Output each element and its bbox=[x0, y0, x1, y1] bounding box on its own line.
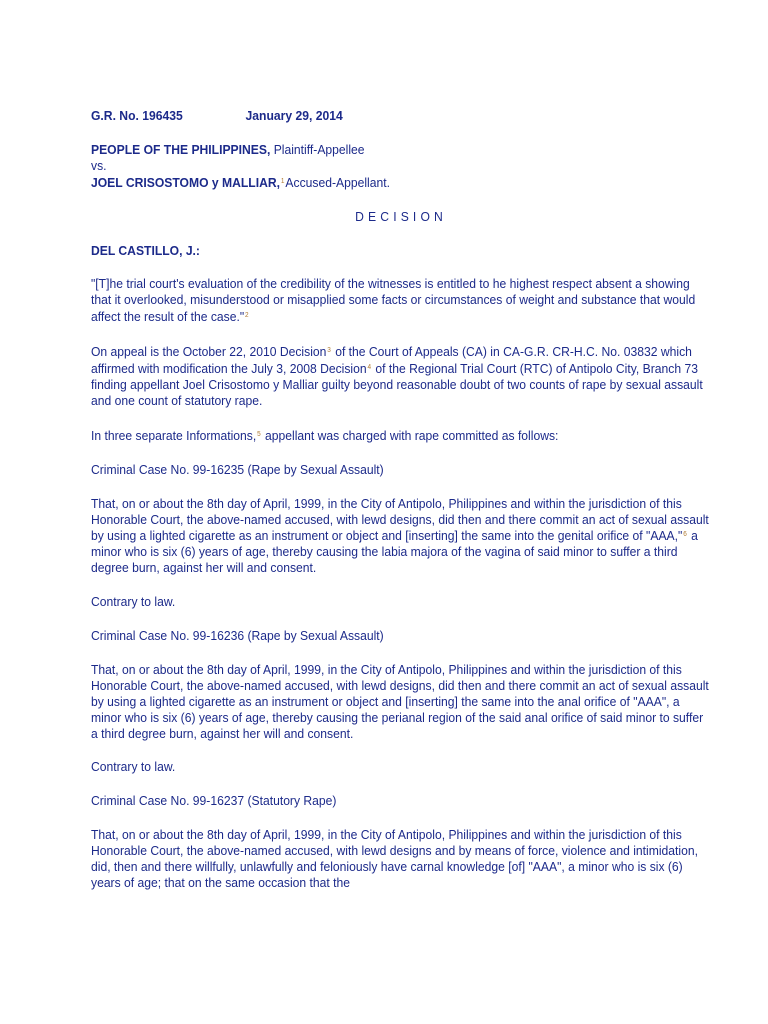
versus: vs. bbox=[91, 157, 107, 173]
case-header bbox=[91, 108, 711, 124]
case2-title: Criminal Case No. 99-16236 (Rape by Sexual Assault) bbox=[91, 628, 384, 644]
decision-document bbox=[91, 108, 711, 909]
footnote-ref[interactable]: 4 bbox=[367, 364, 372, 372]
footnote-ref[interactable]: 6 bbox=[683, 531, 687, 539]
appeal-paragraph bbox=[91, 343, 711, 409]
informations-text: appellant was charged with rape committed as follows: bbox=[261, 427, 559, 443]
ponente: DEL CASTILLO, J.: bbox=[91, 242, 200, 258]
accused-role: Accused-Appellant. bbox=[285, 174, 390, 190]
appeal-text: of the Court of Appeals (CA) in CA-G.R. CR-H.C. No. 03832 which affirmed with modification the July 3, 2008 Decision bbox=[91, 344, 692, 377]
quote-text: "[T]he trial court's evaluation of the credibility of the witnesses is entitled to he highest respect absent a showing that it overlooked, misunderstood or misapplied some facts or circumstances of weight and substance that would affect the result of the case." bbox=[91, 276, 696, 325]
informations-paragraph bbox=[91, 427, 711, 444]
appeal-text: of the Regional Trial Court (RTC) of Antipolo City, Branch 73 finding appellant Joel Crisostomo y Malliar guilty beyond reasonable doubt of two counts of rape by sexual assault and one count of statutory rape. bbox=[91, 361, 703, 408]
appeal-text: On appeal is the October 22, 2010 Decision bbox=[91, 344, 327, 360]
footnote-ref[interactable]: 2 bbox=[245, 312, 249, 320]
case1-text bbox=[91, 496, 711, 577]
decision-title: DECISION bbox=[355, 208, 447, 224]
case3-text: That, on or about the 8th day of April, 1999, in the City of Antipolo, Philippines and within the jurisdiction of this Honorable Court, the above-named accused, with lewd designs and by means of force, violence and intimidation, did, then and there willfully, unlawfully and feloniously have carnal knowledge [of] "AAA", a minor who is six (6) years of age; that on the same occasion that the bbox=[91, 827, 698, 890]
plaintiff-role: Plaintiff-Appellee bbox=[273, 141, 365, 157]
contrary-to-law: Contrary to law. bbox=[91, 594, 176, 610]
case2-text: That, on or about the 8th day of April, 1999, in the City of Antipolo, Philippines and within the jurisdiction of this Honorable Court, the above-named accused, with lewd designs, did then and there commit an act of sexual assault by using a lighted cigarette as an instrument or object and [inserting] the same into the anal orifice of "AAA", a minor who is six (6) years of age, thereby causing the perianal region of the said anal orifice of said minor to suffer a third degree burn, against her will and consent. bbox=[91, 661, 709, 741]
plaintiff-name: PEOPLE OF THE PHILIPPINES, bbox=[91, 141, 271, 157]
parties bbox=[91, 142, 711, 191]
gr-number: G.R. No. 196435 bbox=[91, 108, 183, 123]
decision-date: January 29, 2014 bbox=[245, 108, 343, 123]
case1-text-part: That, on or about the 8th day of April, 1999, in the City of Antipolo, Philippines and within the jurisdiction of this Honorable Court, the above-named accused, with lewd designs, did then and there commit an act of sexual assault by using a lighted cigarette as an instrument or object and [inserting] the same into the genital orifice of "AAA," bbox=[91, 495, 709, 544]
opening-quote bbox=[91, 276, 711, 325]
accused-name: JOEL CRISOSTOMO y MALLIAR, bbox=[91, 174, 280, 190]
footnote-ref[interactable]: 3 bbox=[327, 347, 331, 355]
informations-text: In three separate Informations, bbox=[91, 427, 257, 443]
footnote-ref[interactable]: 5 bbox=[257, 430, 261, 438]
contrary-to-law: Contrary to law. bbox=[91, 759, 176, 775]
case3-title: Criminal Case No. 99-16237 (Statutory Rape) bbox=[91, 793, 337, 809]
case1-title: Criminal Case No. 99-16235 (Rape by Sexual Assault) bbox=[91, 461, 384, 477]
footnote-ref[interactable]: 1 bbox=[280, 177, 285, 185]
case1-text-part: a minor who is six (6) years of age, thereby causing the labia majora of the vagina of said minor to suffer a third degree burn, against her will and consent. bbox=[91, 528, 698, 576]
